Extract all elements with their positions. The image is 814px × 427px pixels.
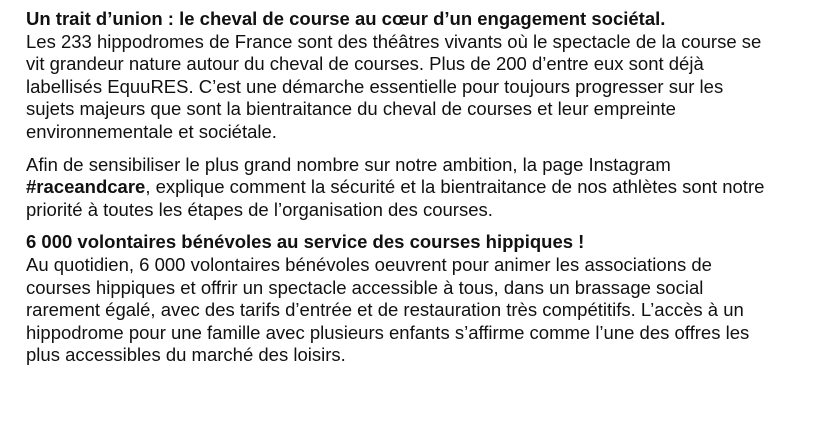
section-trait-union	[26, 8, 800, 144]
section-instagram	[26, 154, 800, 222]
paragraph-line: Afin de sensibiliser le plus grand nombre sur notre ambition, la page Instagram	[26, 153, 671, 175]
section-heading: Un trait d’union : le cheval de course au cœur d’un engagement sociétal.	[26, 8, 666, 29]
paragraph-line: environnementale et sociétale.	[26, 120, 277, 142]
section-volontaires	[26, 231, 800, 367]
hashtag-raceandcare: #raceandcare	[26, 176, 146, 198]
paragraph-line: rarement égalé, avec des tarifs d’entrée et de restauration très compétitifs. L’accès à un	[26, 299, 744, 321]
paragraph-line: courses hippiques et offrir un spectacle accessible à tous, dans un brassage social	[26, 276, 704, 298]
paragraph-line: vit grandeur nature autour du cheval de courses. Plus de 200 d’entre eux sont déjà	[26, 53, 704, 75]
paragraph-line: priorité à toutes les étapes de l’organisation des courses.	[26, 198, 493, 220]
paragraph-text: , explique comment la sécurité et la bientraitance de nos athlètes sont notre	[145, 176, 765, 198]
paragraph-line	[26, 176, 800, 199]
section-heading: 6 000 volontaires bénévoles au service des courses hippiques !	[26, 231, 585, 253]
paragraph-line: sujets majeurs que sont la bientraitance du cheval de courses et leur empreinte	[26, 98, 676, 120]
paragraph-line: labellisés EquuRES. C’est une démarche essentielle pour toujours progresser sur les	[26, 75, 724, 97]
paragraph-line: Au quotidien, 6 000 volontaires bénévoles oeuvrent pour animer les associations de	[26, 253, 712, 275]
paragraph-line: hippodrome pour une famille avec plusieurs enfants s’affirme comme l’une des offres les	[26, 321, 750, 343]
paragraph-line: plus accessibles du marché des loisirs.	[26, 344, 346, 366]
paragraph-line: Les 233 hippodromes de France sont des théâtres vivants où le spectacle de la course se	[26, 30, 762, 52]
